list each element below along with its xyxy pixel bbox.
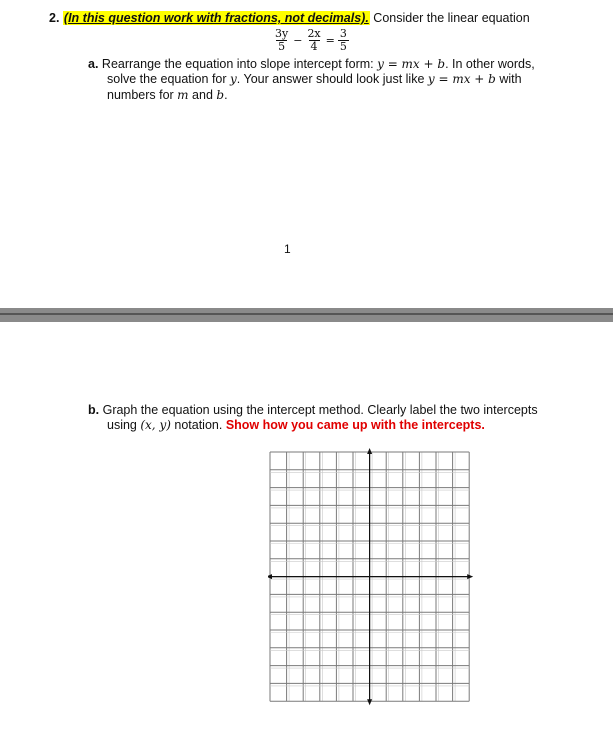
question-header xyxy=(49,11,530,25)
part-a-text: and xyxy=(188,88,217,102)
math-expression: (x, y) xyxy=(140,418,171,432)
part-a-line-2 xyxy=(107,72,522,87)
part-a-text: solve the equation for xyxy=(107,72,230,86)
fraction-denominator: 5 xyxy=(278,40,286,53)
part-a-text: . xyxy=(224,88,228,102)
math-expression: y = mx + b xyxy=(377,57,446,71)
page-separator xyxy=(0,308,613,322)
part-b-label: b. xyxy=(88,403,100,417)
y-axis-arrow-up-icon xyxy=(367,448,372,454)
fraction-3-5 xyxy=(338,28,349,53)
fraction-numerator: 3 xyxy=(339,27,347,40)
part-a-text: Rearrange the equation into slope intercept form: xyxy=(101,57,378,71)
fraction-denominator: 4 xyxy=(310,40,318,53)
y-axis-arrow-down-icon xyxy=(367,699,372,705)
part-b-text: notation. xyxy=(170,418,226,432)
part-a-line-3 xyxy=(107,88,228,103)
linear-equation xyxy=(272,28,350,53)
part-a-line-1 xyxy=(88,57,535,72)
axes xyxy=(268,448,473,705)
math-variable: b xyxy=(216,88,225,102)
part-b-line-2 xyxy=(107,418,485,433)
x-axis-arrow-right-icon xyxy=(467,574,473,579)
part-a-text: with xyxy=(495,72,522,86)
part-b-text: Graph the equation using the intercept method. Clearly label the two intercepts xyxy=(102,403,538,417)
coordinate-grid[interactable] xyxy=(268,448,478,708)
part-b-line-1 xyxy=(88,403,538,418)
minus-operator: − xyxy=(293,33,303,47)
part-a-label: a. xyxy=(88,57,99,71)
instruction-highlight: Show how you came up with the intercepts. xyxy=(225,418,485,432)
equals-operator: = xyxy=(325,33,335,47)
fraction-3y-5 xyxy=(273,28,290,53)
page-separator-line xyxy=(0,313,613,315)
question-number: 2. xyxy=(49,11,60,25)
math-variable: m xyxy=(177,88,189,102)
question-intro: Consider the linear equation xyxy=(373,11,530,25)
part-b-text: using xyxy=(107,418,141,432)
math-variable: y xyxy=(230,72,237,86)
fraction-2x-4 xyxy=(305,28,322,53)
page-number: 1 xyxy=(284,242,291,256)
fraction-numerator: 3y xyxy=(275,27,289,40)
math-expression: y = mx + b xyxy=(427,72,496,86)
part-a-text: . Your answer should look just like xyxy=(236,72,428,86)
question-highlight: (In this question work with fractions, not decimals). xyxy=(63,11,369,25)
fraction-numerator: 2x xyxy=(307,27,321,40)
fraction-denominator: 5 xyxy=(339,40,347,53)
part-a-text: . In other words, xyxy=(445,57,535,71)
part-a-text: numbers for xyxy=(107,88,178,102)
